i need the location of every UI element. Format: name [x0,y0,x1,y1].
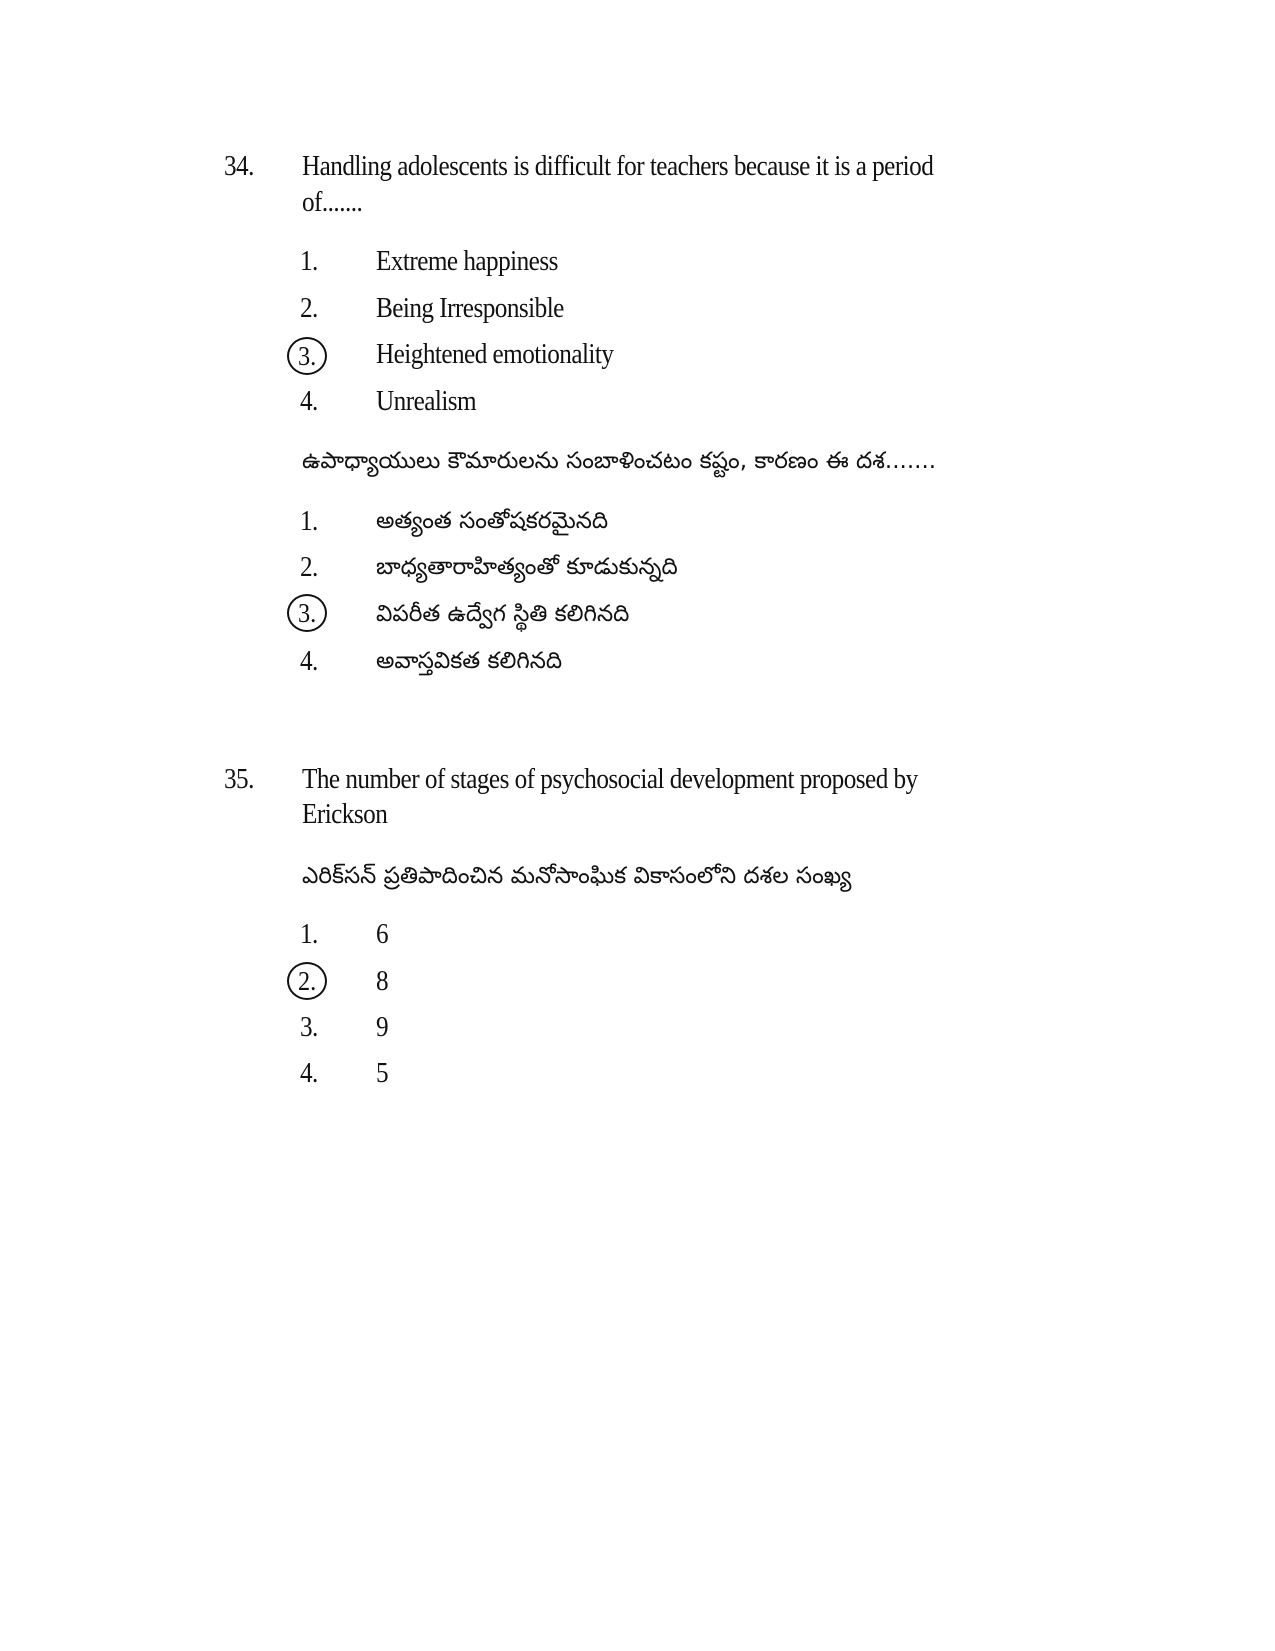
selected-answer-circle [287,962,327,1000]
option-text: 8 [376,966,389,997]
question-number: 34. [224,151,254,182]
option-text: అత్యంత సంతోషకరమైనది [376,508,609,534]
telugu-question-text: ఉపాధ్యాయులు కౌమారులను సంబాళించటం కష్టం, కారణం ఈ దశ....... [302,448,937,474]
option-text: 5 [376,1058,389,1089]
telugu-question-text: ఎరిక్‌సన్ ప్రతిపాదించిన మనోసాంఘిక వికాసంలోని దశల సంఖ్య [302,863,852,889]
selected-answer-circle [287,337,327,375]
option-number: 1. [300,506,318,537]
option-number: 3. [297,598,317,628]
option-text: Unrealism [376,386,477,417]
option-number: 1. [300,919,318,950]
question-text-line: The number of stages of psychosocial development proposed by [302,764,918,795]
option-number: 4. [300,386,318,417]
option-text: Being Irresponsible [376,293,564,324]
option-number: 2. [300,293,318,324]
option-text: 6 [376,919,389,950]
selected-answer-circle [287,594,327,632]
option-number: 1. [300,246,318,277]
option-text: Heightened emotionality [376,339,614,370]
option-number: 2. [300,552,318,583]
option-number: 4. [300,1058,318,1089]
option-text: 9 [376,1012,389,1043]
option-number: 3. [300,1012,318,1043]
option-text: బాధ్యతారాహిత్యంతో కూడుకున్నది [376,554,678,580]
option-number: 4. [300,646,318,677]
option-number: 3. [297,341,317,371]
question-number: 35. [224,764,254,795]
question-text-line: Erickson [302,799,388,830]
question-text-line: Handling adolescents is difficult for teachers because it is a period [302,151,934,182]
option-text: Extreme happiness [376,246,558,277]
question-text-line: of....... [302,187,363,218]
option-text: విపరీత ఉద్వేగ స్థితి కలిగినది [376,601,630,627]
option-number: 2. [297,966,317,996]
option-text: అవాస్తవికత కలిగినది [376,648,563,674]
